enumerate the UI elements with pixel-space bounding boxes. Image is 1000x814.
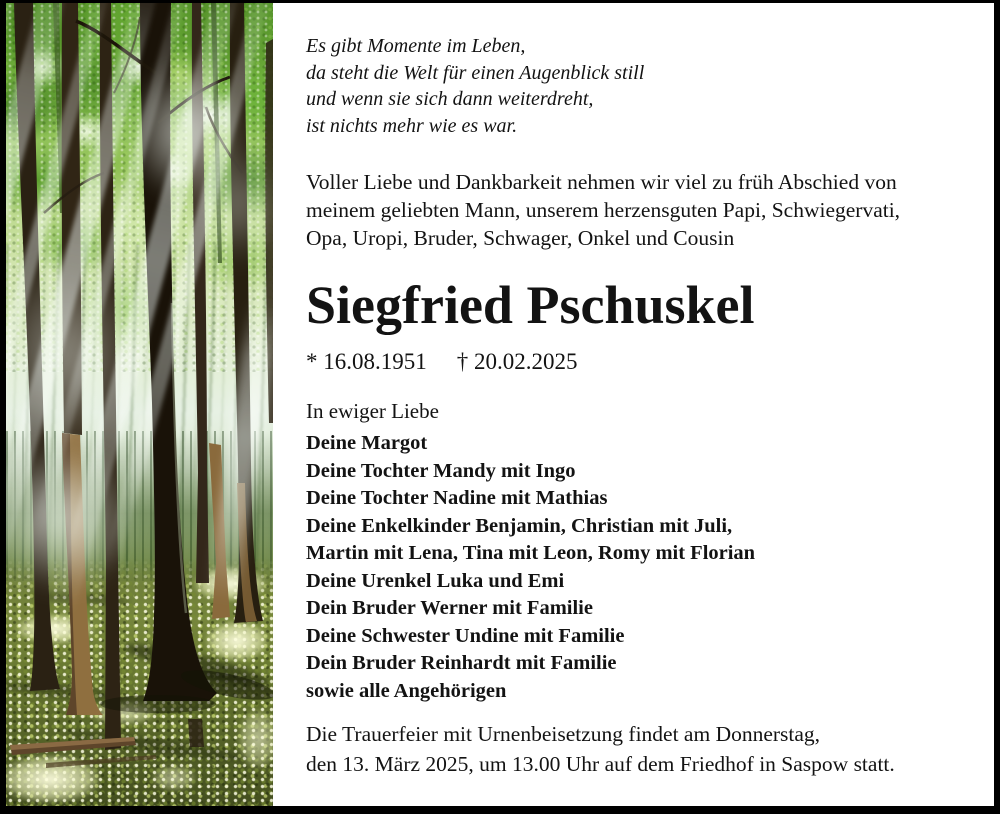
poem-line: ist nichts mehr wie es war. xyxy=(306,114,518,137)
death-date: † 20.02.2025 xyxy=(456,349,578,374)
light-haze xyxy=(191,143,273,263)
mourners-list xyxy=(306,430,755,705)
mourner-line: Dein Bruder Werner mit Familie xyxy=(306,597,593,619)
notice-text xyxy=(306,3,974,806)
intro-line: Voller Liebe und Dankbarkeit nehmen wir viel zu früh Abschied von xyxy=(306,170,897,194)
funeral-line: den 13. März 2025, um 13.00 Uhr auf dem Friedhof in Saspow statt. xyxy=(306,752,895,776)
memorial-poem xyxy=(306,33,644,139)
mourner-line: sowie alle Angehörigen xyxy=(306,679,507,702)
poem-line: da steht die Welt für einen Augenblick still xyxy=(306,61,645,84)
mourner-line: Deine Enkelkinder Benjamin, Christian mit Juli, xyxy=(306,514,733,537)
poem-line: und wenn sie sich dann weiterdreht, xyxy=(306,88,594,110)
farewell-paragraph xyxy=(306,168,900,252)
poem-line: Es gibt Momente im Leben, xyxy=(306,35,526,57)
funeral-line: Die Trauerfeier mit Urnenbeisetzung findet am Donnerstag, xyxy=(306,722,821,746)
intro-line: meinem geliebten Mann, unserem herzensguten Papi, Schwiegervati, xyxy=(306,198,901,222)
mourner-line: Deine Tochter Nadine mit Mathias xyxy=(306,487,608,509)
mourner-line: Deine Tochter Mandy mit Ingo xyxy=(306,459,576,482)
mourner-line: Dein Bruder Reinhardt mit Familie xyxy=(306,652,617,674)
deceased-name: Siegfried Pschuskel xyxy=(306,275,755,335)
funeral-announcement xyxy=(306,719,895,779)
intro-line: Opa, Uropi, Bruder, Schwager, Onkel und Cousin xyxy=(306,226,735,250)
notice-page xyxy=(6,3,994,806)
closing-line: In ewiger Liebe xyxy=(306,399,439,423)
forest-sunbeams-photo xyxy=(6,3,273,806)
mourner-line: Deine Margot xyxy=(306,432,428,454)
mourner-line: Martin mit Lena, Tina mit Leon, Romy mit Florian xyxy=(306,542,756,564)
mourner-line: Deine Urenkel Luka und Emi xyxy=(306,569,565,592)
life-dates xyxy=(306,348,578,376)
birth-date: * 16.08.1951 xyxy=(306,349,427,374)
mourner-line: Deine Schwester Undine mit Familie xyxy=(306,624,625,647)
